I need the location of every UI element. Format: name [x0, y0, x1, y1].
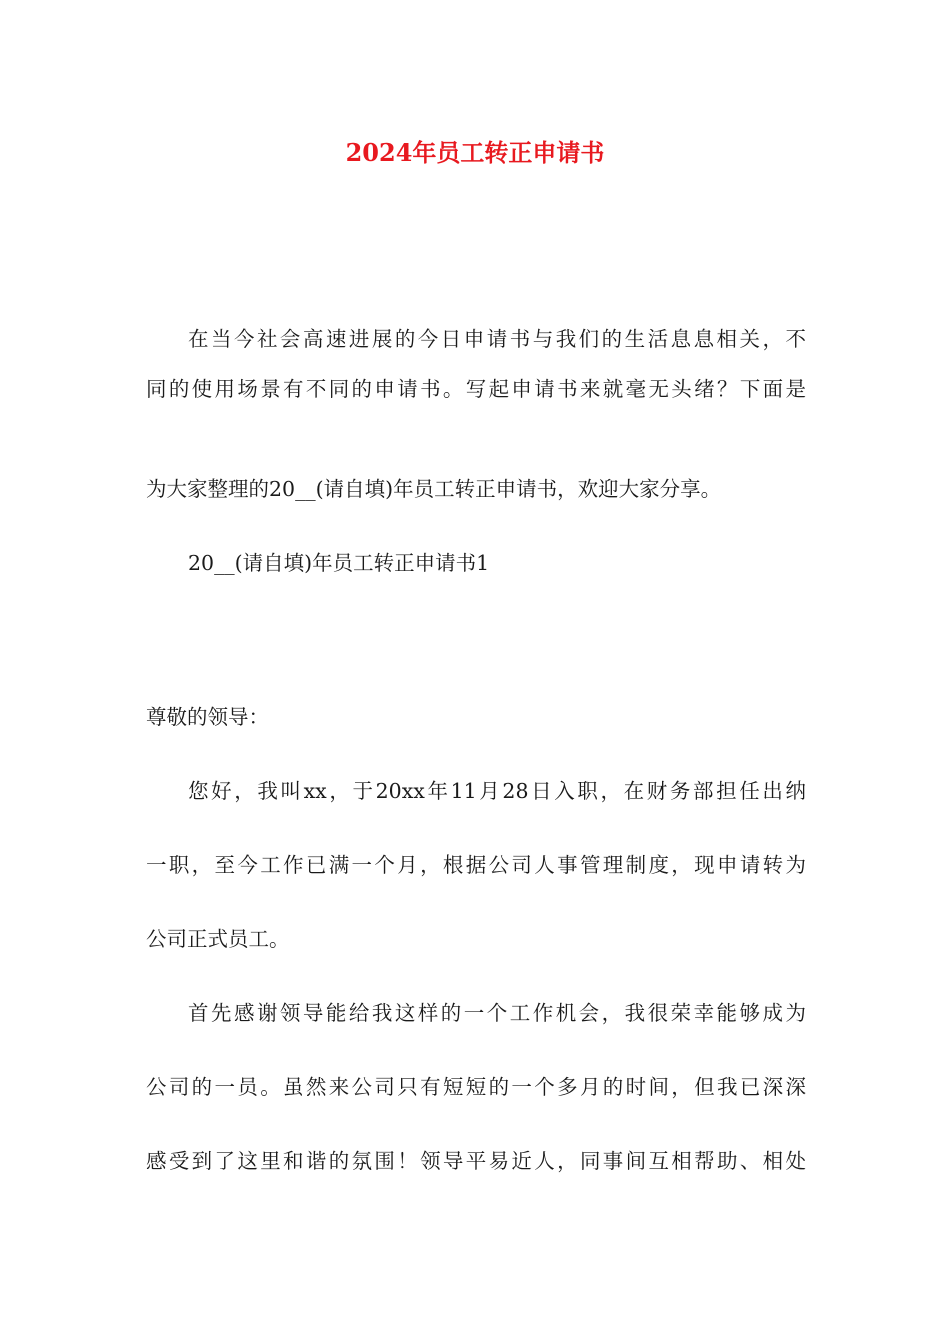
- document-title: 2024年员工转正申请书: [345, 138, 605, 167]
- section-heading: 20__(请自填)年员工转正申请书1: [188, 551, 490, 575]
- paragraph-line: 感受到了这里和谐的氛围！领导平易近人，同事间互相帮助、相处: [146, 1149, 806, 1173]
- salutation: 尊敬的领导：: [146, 705, 269, 729]
- paragraph-line: 公司正式员工。: [146, 927, 290, 951]
- paragraph-line: 在当今社会高速进展的今日申请书与我们的生活息息相关，不: [188, 327, 806, 351]
- paragraph-line: 您好，我叫xx，于20xx年11月28日入职，在财务部担任出纳: [188, 779, 806, 803]
- paragraph-line: 为大家整理的20__(请自填)年员工转正申请书，欢迎大家分享。: [146, 477, 722, 501]
- paragraph-line: 同的使用场景有不同的申请书。写起申请书来就毫无头绪？下面是: [146, 377, 806, 401]
- paragraph-line: 公司的一员。虽然来公司只有短短的一个多月的时间，但我已深深: [146, 1075, 806, 1099]
- paragraph-line: 首先感谢领导能给我这样的一个工作机会，我很荣幸能够成为: [188, 1001, 806, 1025]
- paragraph-line: 一职，至今工作已满一个月，根据公司人事管理制度，现申请转为: [146, 853, 806, 877]
